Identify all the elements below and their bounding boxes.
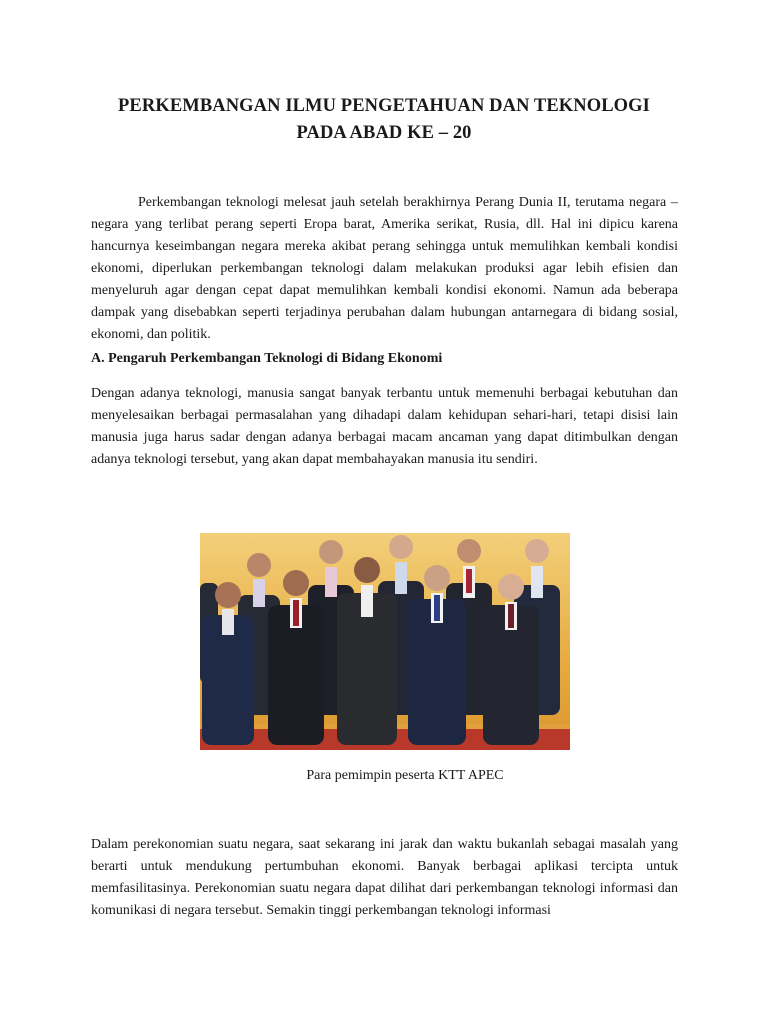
apec-leaders-photo: [200, 533, 570, 750]
section-paragraph: Dengan adanya teknologi, manusia sangat banyak terbantu untuk memenuhi berbagai kebutuhan dan menyelesaikan berbagai permasalahan yang dihadapi dalam kehidupan sehari-hari, tetapi disisi lain manusia juga harus sadar dengan adanya berbagai macam ancaman yang dapat ditimbulkan dengan adanya teknologi tersebut, yang akan dapat membahayakan manusia itu sendiri.: [91, 386, 678, 467]
title-line-2: PADA ABAD KE – 20: [296, 123, 472, 143]
document-title: [60, 93, 708, 147]
intro-paragraph: Perkembangan teknologi melesat jauh setelah berakhirnya Perang Dunia II, terutama negara – negara yang terlibat perang seperti Eropa barat, Amerika serikat, Rusia, dll. Hal ini dipicu karena hancurnya keseimbangan negara mereka akibat perang sehingga untuk memulihkan kembali kondisi ekonomi, diperlukan perkembangan teknologi dalam melakukan produksi agar lebih efisien dan menyeluruh agar dengan cepat dapat memulihkan kembali kondisi ekonomi. Namun ada beberapa dampak yang disebabkan seperti terjadinya perubahan dalam hubungan antarnegara di bidang sosial, ekonomi, dan politik.: [91, 195, 678, 342]
title-line-1: PERKEMBANGAN ILMU PENGETAHUAN DAN TEKNOLOGI: [118, 96, 650, 116]
photo-caption: Para pemimpin peserta KTT APEC: [306, 768, 504, 783]
section-heading: A. Pengaruh Perkembangan Teknologi di Bidang Ekonomi: [91, 351, 443, 366]
economy-paragraph: Dalam perekonomian suatu negara, saat sekarang ini jarak dan waktu bukanlah sebagai masalah yang berarti untuk mendukung pertumbuhan ekonomi. Banyak berbagai aplikasi tercipta untuk memfasilitasinya. Perekonomian suatu negara dapat dilihat dari perkembangan teknologi informasi dan komunikasi di negara tersebut. Semakin tinggi perkembangan teknologi informasi: [91, 837, 678, 918]
